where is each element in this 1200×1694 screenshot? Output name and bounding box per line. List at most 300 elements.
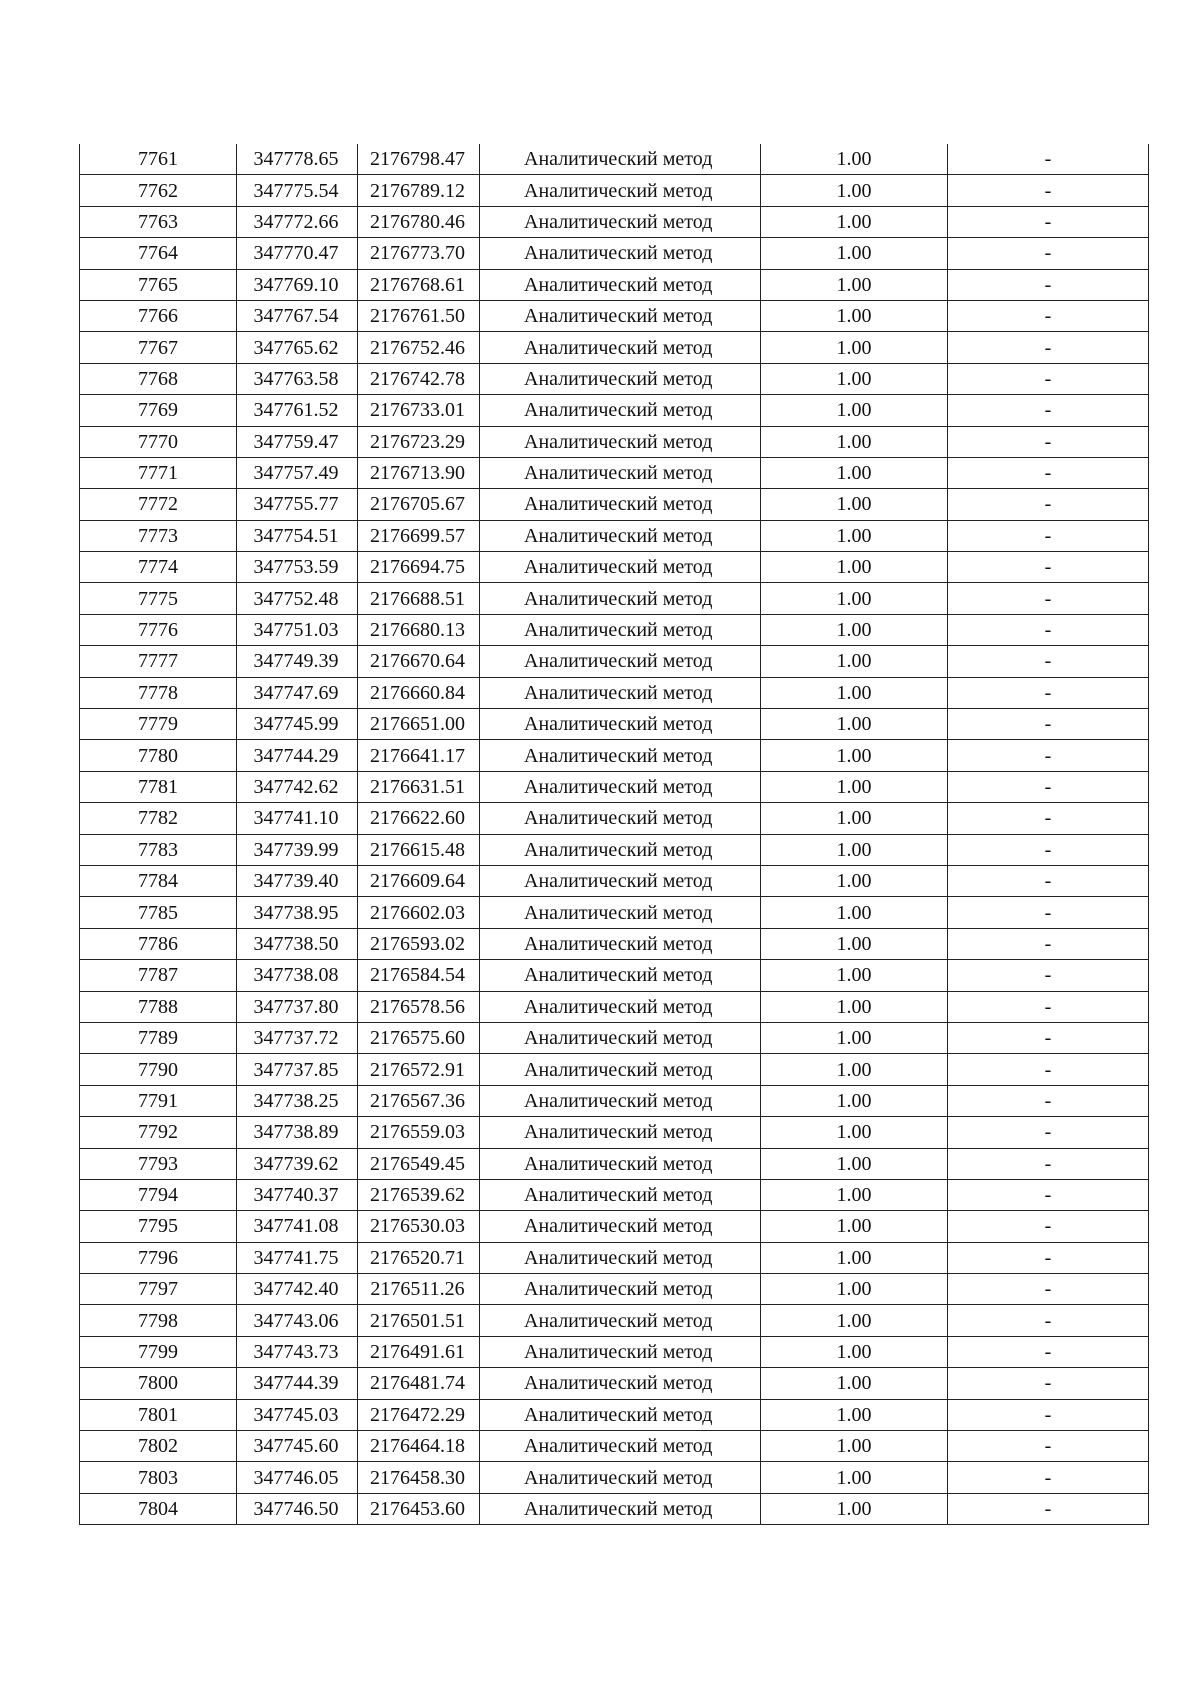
x-coordinate-cell: 347739.40 [237,865,358,896]
point-number-cell: 7780 [80,740,237,771]
x-coordinate-cell: 347769.10 [237,269,358,300]
x-coordinate-cell: 347742.40 [237,1274,358,1305]
point-number-cell: 7773 [80,520,237,551]
accuracy-cell: 1.00 [761,1305,948,1336]
x-coordinate-cell: 347753.59 [237,552,358,583]
note-cell: - [948,897,1149,928]
x-coordinate-cell: 347778.65 [237,144,358,175]
table-row [80,1274,1149,1305]
point-number-cell: 7796 [80,1242,237,1273]
y-coordinate-cell: 2176602.03 [358,897,480,928]
note-cell: - [948,1336,1149,1367]
x-coordinate-cell: 347738.89 [237,1117,358,1148]
accuracy-cell: 1.00 [761,771,948,802]
x-coordinate-cell: 347770.47 [237,238,358,269]
y-coordinate-cell: 2176773.70 [358,238,480,269]
method-cell: Аналитический метод [480,1054,761,1085]
table-row [80,1399,1149,1430]
method-cell: Аналитический метод [480,1148,761,1179]
table-row [80,677,1149,708]
coordinates-table [79,144,1149,1525]
point-number-cell: 7792 [80,1117,237,1148]
accuracy-cell: 1.00 [761,1211,948,1242]
accuracy-cell: 1.00 [761,740,948,771]
x-coordinate-cell: 347738.50 [237,928,358,959]
accuracy-cell: 1.00 [761,991,948,1022]
point-number-cell: 7782 [80,803,237,834]
y-coordinate-cell: 2176615.48 [358,834,480,865]
y-coordinate-cell: 2176631.51 [358,771,480,802]
table-row [80,960,1149,991]
accuracy-cell: 1.00 [761,1242,948,1273]
point-number-cell: 7797 [80,1274,237,1305]
accuracy-cell: 1.00 [761,426,948,457]
y-coordinate-cell: 2176761.50 [358,300,480,331]
method-cell: Аналитический метод [480,646,761,677]
table-row [80,803,1149,834]
y-coordinate-cell: 2176609.64 [358,865,480,896]
y-coordinate-cell: 2176511.26 [358,1274,480,1305]
x-coordinate-cell: 347741.75 [237,1242,358,1273]
table-row [80,1117,1149,1148]
accuracy-cell: 1.00 [761,520,948,551]
method-cell: Аналитический метод [480,1085,761,1116]
x-coordinate-cell: 347742.62 [237,771,358,802]
x-coordinate-cell: 347738.08 [237,960,358,991]
table-row [80,175,1149,206]
point-number-cell: 7776 [80,614,237,645]
point-number-cell: 7778 [80,677,237,708]
y-coordinate-cell: 2176453.60 [358,1493,480,1524]
point-number-cell: 7779 [80,709,237,740]
accuracy-cell: 1.00 [761,677,948,708]
method-cell: Аналитический метод [480,1179,761,1210]
x-coordinate-cell: 347739.62 [237,1148,358,1179]
y-coordinate-cell: 2176694.75 [358,552,480,583]
note-cell: - [948,300,1149,331]
method-cell: Аналитический метод [480,897,761,928]
accuracy-cell: 1.00 [761,960,948,991]
note-cell: - [948,803,1149,834]
point-number-cell: 7770 [80,426,237,457]
point-number-cell: 7766 [80,300,237,331]
method-cell: Аналитический метод [480,1399,761,1430]
table-row [80,144,1149,175]
table-row [80,269,1149,300]
x-coordinate-cell: 347744.39 [237,1368,358,1399]
y-coordinate-cell: 2176688.51 [358,583,480,614]
x-coordinate-cell: 347743.06 [237,1305,358,1336]
point-number-cell: 7767 [80,332,237,363]
accuracy-cell: 1.00 [761,300,948,331]
y-coordinate-cell: 2176789.12 [358,175,480,206]
method-cell: Аналитический метод [480,709,761,740]
method-cell: Аналитический метод [480,1368,761,1399]
accuracy-cell: 1.00 [761,1274,948,1305]
table-row [80,583,1149,614]
note-cell: - [948,144,1149,175]
x-coordinate-cell: 347745.99 [237,709,358,740]
x-coordinate-cell: 347749.39 [237,646,358,677]
table-row [80,520,1149,551]
table-row [80,1054,1149,1085]
point-number-cell: 7795 [80,1211,237,1242]
note-cell: - [948,583,1149,614]
x-coordinate-cell: 347738.25 [237,1085,358,1116]
y-coordinate-cell: 2176572.91 [358,1054,480,1085]
x-coordinate-cell: 347745.60 [237,1431,358,1462]
point-number-cell: 7789 [80,1022,237,1053]
method-cell: Аналитический метод [480,740,761,771]
note-cell: - [948,834,1149,865]
table-row [80,489,1149,520]
note-cell: - [948,928,1149,959]
y-coordinate-cell: 2176705.67 [358,489,480,520]
note-cell: - [948,709,1149,740]
table-body [80,144,1149,1525]
method-cell: Аналитический метод [480,1242,761,1273]
note-cell: - [948,1368,1149,1399]
method-cell: Аналитический метод [480,614,761,645]
accuracy-cell: 1.00 [761,552,948,583]
y-coordinate-cell: 2176733.01 [358,395,480,426]
point-number-cell: 7791 [80,1085,237,1116]
accuracy-cell: 1.00 [761,614,948,645]
point-number-cell: 7787 [80,960,237,991]
method-cell: Аналитический метод [480,552,761,583]
note-cell: - [948,332,1149,363]
note-cell: - [948,991,1149,1022]
method-cell: Аналитический метод [480,834,761,865]
method-cell: Аналитический метод [480,457,761,488]
note-cell: - [948,740,1149,771]
point-number-cell: 7793 [80,1148,237,1179]
accuracy-cell: 1.00 [761,897,948,928]
accuracy-cell: 1.00 [761,1179,948,1210]
point-number-cell: 7788 [80,991,237,1022]
y-coordinate-cell: 2176491.61 [358,1336,480,1367]
table-row [80,1462,1149,1493]
method-cell: Аналитический метод [480,520,761,551]
accuracy-cell: 1.00 [761,175,948,206]
note-cell: - [948,1431,1149,1462]
y-coordinate-cell: 2176593.02 [358,928,480,959]
accuracy-cell: 1.00 [761,332,948,363]
point-number-cell: 7781 [80,771,237,802]
accuracy-cell: 1.00 [761,363,948,394]
x-coordinate-cell: 347745.03 [237,1399,358,1430]
table-row [80,771,1149,802]
point-number-cell: 7799 [80,1336,237,1367]
table-row [80,1431,1149,1462]
y-coordinate-cell: 2176530.03 [358,1211,480,1242]
table-row [80,1148,1149,1179]
table-row [80,300,1149,331]
y-coordinate-cell: 2176458.30 [358,1462,480,1493]
point-number-cell: 7774 [80,552,237,583]
x-coordinate-cell: 347739.99 [237,834,358,865]
table-row [80,1368,1149,1399]
accuracy-cell: 1.00 [761,1368,948,1399]
method-cell: Аналитический метод [480,771,761,802]
y-coordinate-cell: 2176660.84 [358,677,480,708]
x-coordinate-cell: 347759.47 [237,426,358,457]
point-number-cell: 7803 [80,1462,237,1493]
point-number-cell: 7801 [80,1399,237,1430]
note-cell: - [948,426,1149,457]
y-coordinate-cell: 2176713.90 [358,457,480,488]
point-number-cell: 7804 [80,1493,237,1524]
y-coordinate-cell: 2176622.60 [358,803,480,834]
x-coordinate-cell: 347757.49 [237,457,358,488]
note-cell: - [948,269,1149,300]
accuracy-cell: 1.00 [761,1399,948,1430]
method-cell: Аналитический метод [480,1022,761,1053]
x-coordinate-cell: 347737.72 [237,1022,358,1053]
x-coordinate-cell: 347740.37 [237,1179,358,1210]
point-number-cell: 7783 [80,834,237,865]
method-cell: Аналитический метод [480,1493,761,1524]
note-cell: - [948,1179,1149,1210]
x-coordinate-cell: 347751.03 [237,614,358,645]
y-coordinate-cell: 2176584.54 [358,960,480,991]
method-cell: Аналитический метод [480,395,761,426]
x-coordinate-cell: 347765.62 [237,332,358,363]
note-cell: - [948,1462,1149,1493]
y-coordinate-cell: 2176780.46 [358,206,480,237]
y-coordinate-cell: 2176641.17 [358,740,480,771]
x-coordinate-cell: 347747.69 [237,677,358,708]
note-cell: - [948,520,1149,551]
note-cell: - [948,646,1149,677]
x-coordinate-cell: 347772.66 [237,206,358,237]
method-cell: Аналитический метод [480,144,761,175]
y-coordinate-cell: 2176699.57 [358,520,480,551]
accuracy-cell: 1.00 [761,395,948,426]
point-number-cell: 7771 [80,457,237,488]
point-number-cell: 7798 [80,1305,237,1336]
accuracy-cell: 1.00 [761,1085,948,1116]
note-cell: - [948,1054,1149,1085]
table-row [80,740,1149,771]
x-coordinate-cell: 347737.80 [237,991,358,1022]
accuracy-cell: 1.00 [761,865,948,896]
method-cell: Аналитический метод [480,1431,761,1462]
note-cell: - [948,457,1149,488]
y-coordinate-cell: 2176723.29 [358,426,480,457]
method-cell: Аналитический метод [480,677,761,708]
point-number-cell: 7762 [80,175,237,206]
point-number-cell: 7761 [80,144,237,175]
method-cell: Аналитический метод [480,363,761,394]
accuracy-cell: 1.00 [761,206,948,237]
method-cell: Аналитический метод [480,269,761,300]
table-row [80,395,1149,426]
note-cell: - [948,677,1149,708]
note-cell: - [948,1493,1149,1524]
x-coordinate-cell: 347761.52 [237,395,358,426]
accuracy-cell: 1.00 [761,1336,948,1367]
x-coordinate-cell: 347752.48 [237,583,358,614]
table-row [80,928,1149,959]
table-row [80,1211,1149,1242]
point-number-cell: 7768 [80,363,237,394]
point-number-cell: 7763 [80,206,237,237]
accuracy-cell: 1.00 [761,709,948,740]
method-cell: Аналитический метод [480,489,761,520]
table-row [80,1022,1149,1053]
point-number-cell: 7772 [80,489,237,520]
table-row [80,206,1149,237]
accuracy-cell: 1.00 [761,269,948,300]
note-cell: - [948,1242,1149,1273]
table-row [80,834,1149,865]
table-row [80,991,1149,1022]
y-coordinate-cell: 2176481.74 [358,1368,480,1399]
point-number-cell: 7786 [80,928,237,959]
point-number-cell: 7785 [80,897,237,928]
y-coordinate-cell: 2176464.18 [358,1431,480,1462]
accuracy-cell: 1.00 [761,238,948,269]
accuracy-cell: 1.00 [761,646,948,677]
method-cell: Аналитический метод [480,803,761,834]
method-cell: Аналитический метод [480,1305,761,1336]
accuracy-cell: 1.00 [761,928,948,959]
x-coordinate-cell: 347743.73 [237,1336,358,1367]
point-number-cell: 7790 [80,1054,237,1085]
note-cell: - [948,771,1149,802]
accuracy-cell: 1.00 [761,1462,948,1493]
y-coordinate-cell: 2176501.51 [358,1305,480,1336]
method-cell: Аналитический метод [480,238,761,269]
x-coordinate-cell: 347775.54 [237,175,358,206]
method-cell: Аналитический метод [480,928,761,959]
y-coordinate-cell: 2176680.13 [358,614,480,645]
note-cell: - [948,489,1149,520]
accuracy-cell: 1.00 [761,1117,948,1148]
x-coordinate-cell: 347755.77 [237,489,358,520]
note-cell: - [948,1022,1149,1053]
method-cell: Аналитический метод [480,583,761,614]
method-cell: Аналитический метод [480,1336,761,1367]
accuracy-cell: 1.00 [761,1493,948,1524]
point-number-cell: 7775 [80,583,237,614]
table-row [80,1493,1149,1524]
method-cell: Аналитический метод [480,332,761,363]
note-cell: - [948,1117,1149,1148]
note-cell: - [948,552,1149,583]
x-coordinate-cell: 347763.58 [237,363,358,394]
x-coordinate-cell: 347746.05 [237,1462,358,1493]
x-coordinate-cell: 347744.29 [237,740,358,771]
table-row [80,363,1149,394]
point-number-cell: 7769 [80,395,237,426]
table-row [80,1179,1149,1210]
method-cell: Аналитический метод [480,1211,761,1242]
y-coordinate-cell: 2176549.45 [358,1148,480,1179]
table-row [80,238,1149,269]
note-cell: - [948,1399,1149,1430]
x-coordinate-cell: 347741.08 [237,1211,358,1242]
y-coordinate-cell: 2176567.36 [358,1085,480,1116]
accuracy-cell: 1.00 [761,583,948,614]
y-coordinate-cell: 2176472.29 [358,1399,480,1430]
note-cell: - [948,1274,1149,1305]
table-row [80,614,1149,645]
method-cell: Аналитический метод [480,865,761,896]
note-cell: - [948,960,1149,991]
x-coordinate-cell: 347737.85 [237,1054,358,1085]
table-row [80,552,1149,583]
method-cell: Аналитический метод [480,1462,761,1493]
y-coordinate-cell: 2176752.46 [358,332,480,363]
point-number-cell: 7764 [80,238,237,269]
point-number-cell: 7794 [80,1179,237,1210]
x-coordinate-cell: 347738.95 [237,897,358,928]
y-coordinate-cell: 2176798.47 [358,144,480,175]
table-row [80,426,1149,457]
method-cell: Аналитический метод [480,1117,761,1148]
method-cell: Аналитический метод [480,960,761,991]
table-row [80,332,1149,363]
note-cell: - [948,175,1149,206]
table-row [80,646,1149,677]
note-cell: - [948,1085,1149,1116]
note-cell: - [948,1148,1149,1179]
note-cell: - [948,1305,1149,1336]
table-row [80,1085,1149,1116]
table-row [80,457,1149,488]
accuracy-cell: 1.00 [761,1431,948,1462]
y-coordinate-cell: 2176520.71 [358,1242,480,1273]
y-coordinate-cell: 2176742.78 [358,363,480,394]
y-coordinate-cell: 2176670.64 [358,646,480,677]
point-number-cell: 7784 [80,865,237,896]
point-number-cell: 7802 [80,1431,237,1462]
note-cell: - [948,1211,1149,1242]
note-cell: - [948,206,1149,237]
note-cell: - [948,614,1149,645]
y-coordinate-cell: 2176578.56 [358,991,480,1022]
note-cell: - [948,395,1149,426]
method-cell: Аналитический метод [480,206,761,237]
x-coordinate-cell: 347746.50 [237,1493,358,1524]
table-row [80,1242,1149,1273]
point-number-cell: 7765 [80,269,237,300]
x-coordinate-cell: 347741.10 [237,803,358,834]
method-cell: Аналитический метод [480,991,761,1022]
y-coordinate-cell: 2176575.60 [358,1022,480,1053]
y-coordinate-cell: 2176651.00 [358,709,480,740]
method-cell: Аналитический метод [480,175,761,206]
accuracy-cell: 1.00 [761,803,948,834]
table-row [80,1336,1149,1367]
point-number-cell: 7777 [80,646,237,677]
note-cell: - [948,865,1149,896]
point-number-cell: 7800 [80,1368,237,1399]
accuracy-cell: 1.00 [761,1022,948,1053]
y-coordinate-cell: 2176768.61 [358,269,480,300]
method-cell: Аналитический метод [480,300,761,331]
x-coordinate-cell: 347767.54 [237,300,358,331]
accuracy-cell: 1.00 [761,1054,948,1085]
accuracy-cell: 1.00 [761,457,948,488]
y-coordinate-cell: 2176539.62 [358,1179,480,1210]
table-row [80,897,1149,928]
table-row [80,865,1149,896]
accuracy-cell: 1.00 [761,144,948,175]
table-row [80,1305,1149,1336]
